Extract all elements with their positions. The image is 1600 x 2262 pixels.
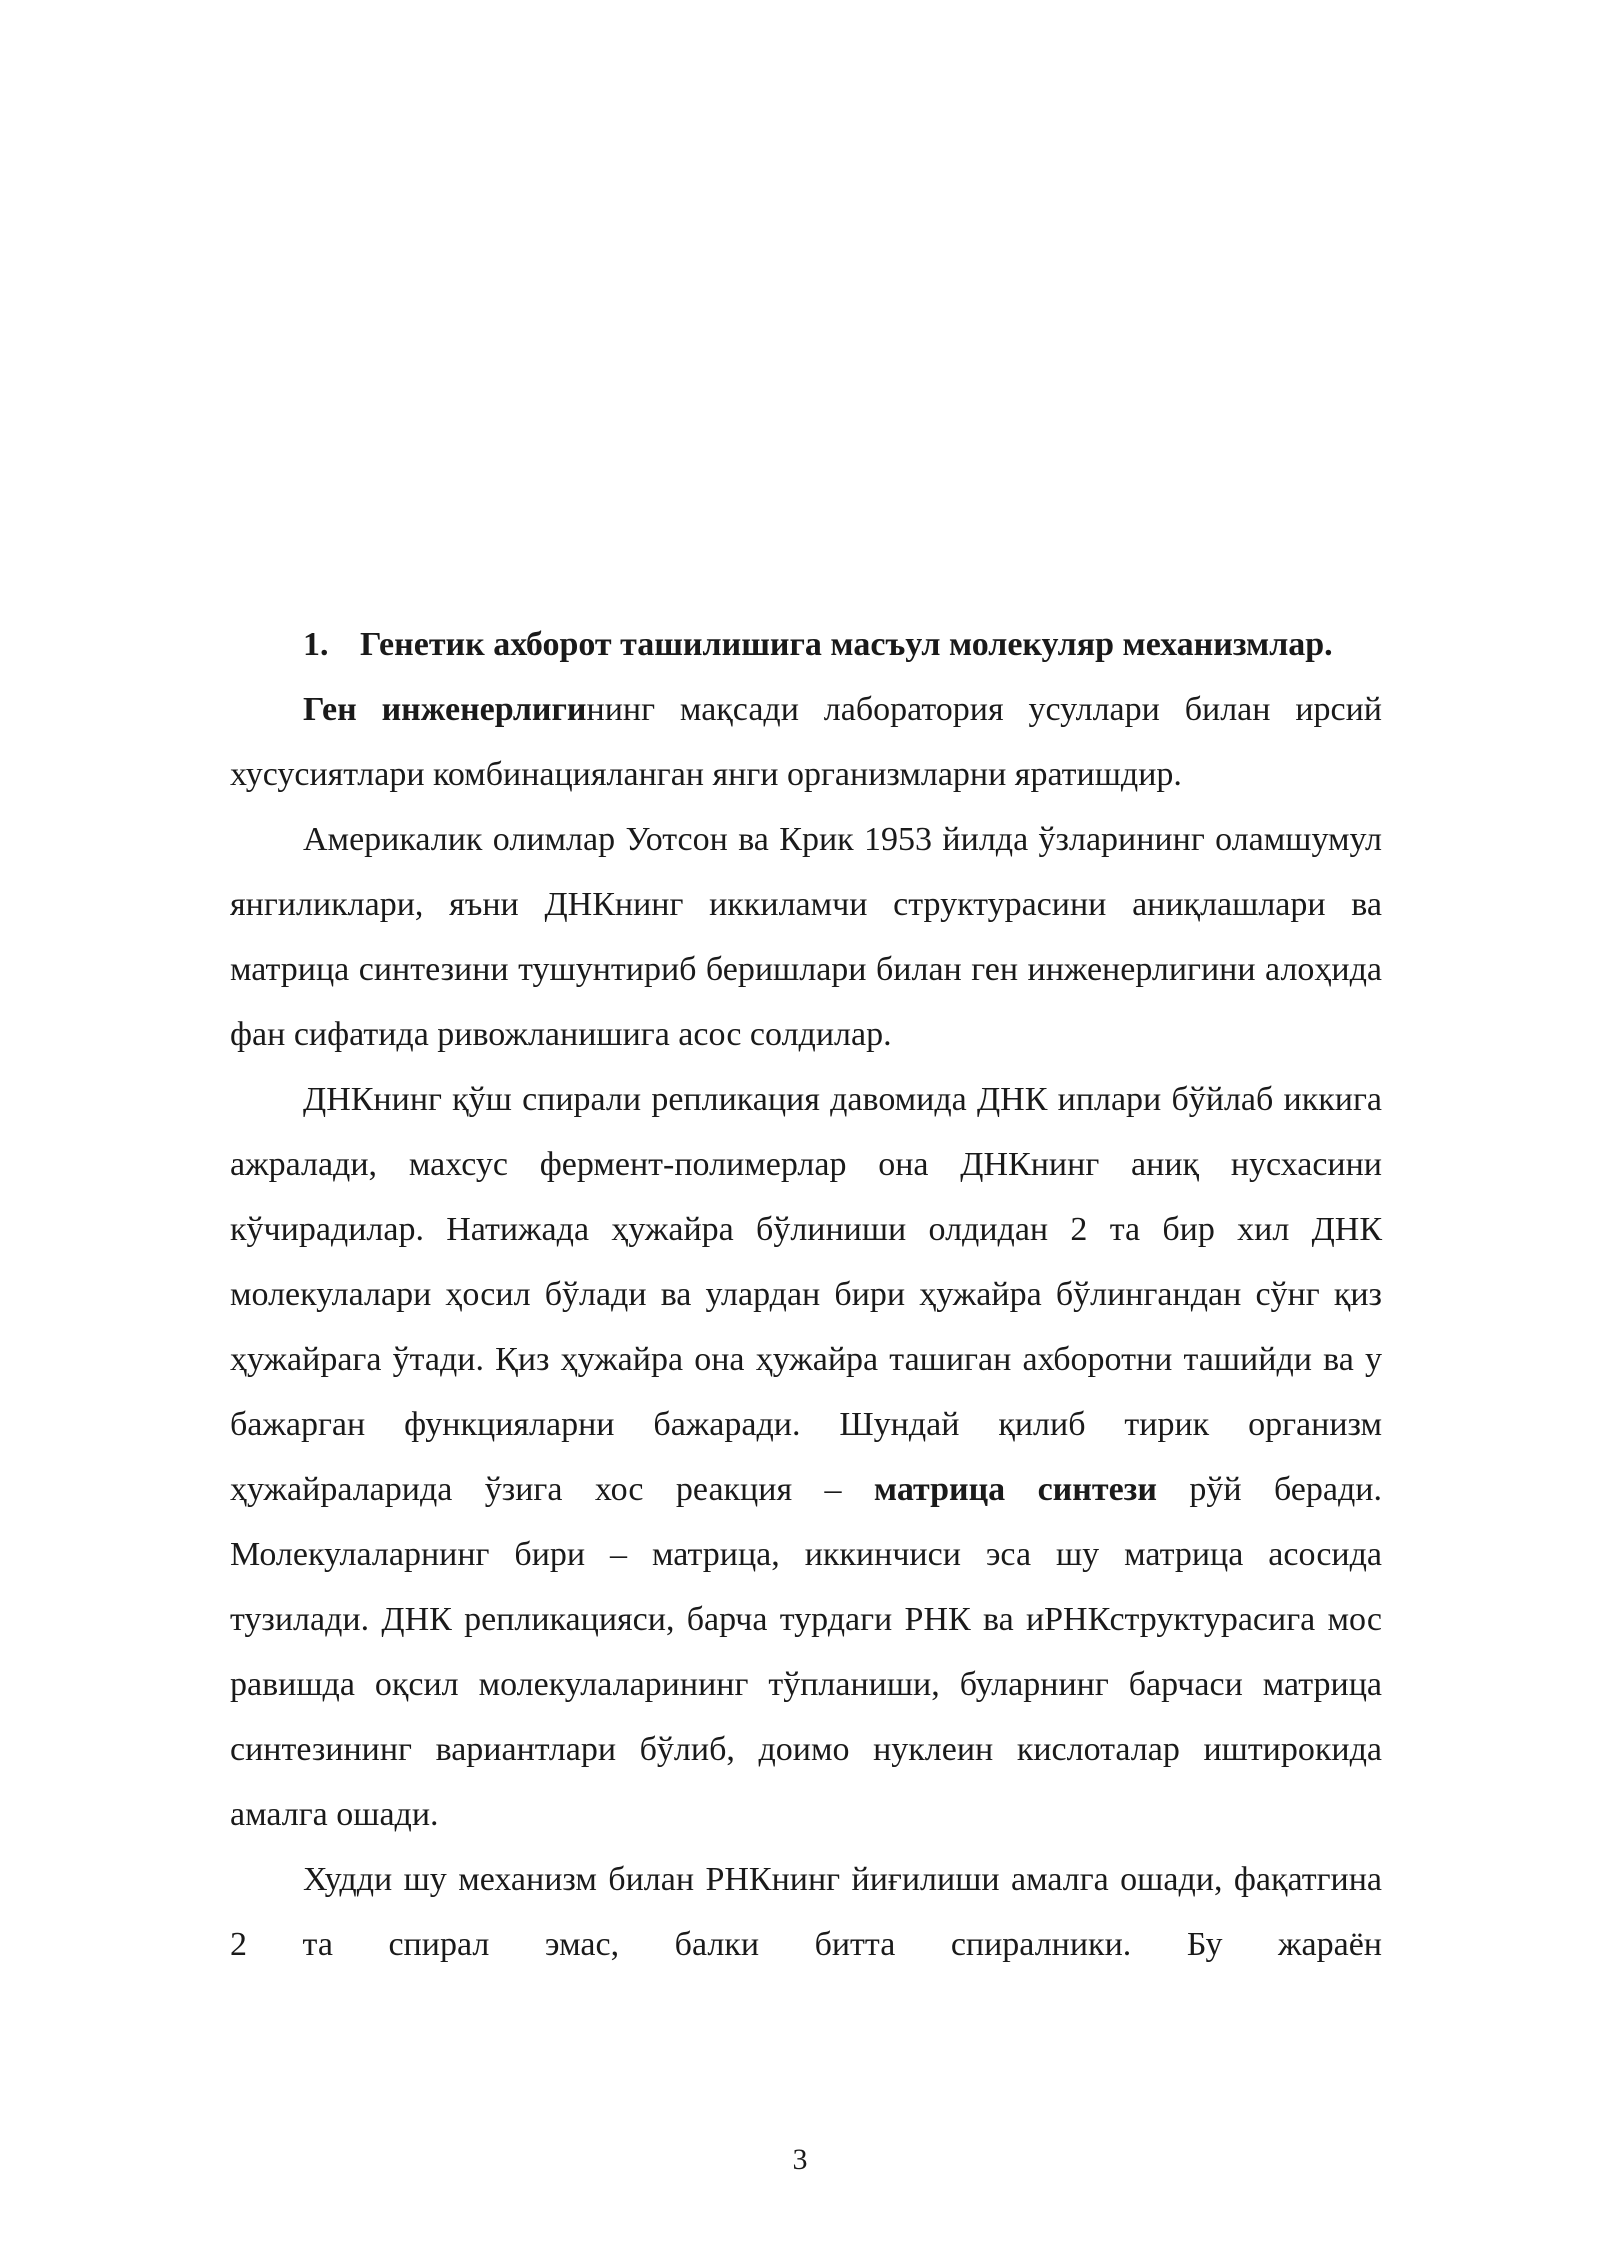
bold-term-gene-engineering: Ген инженерлиги <box>303 691 587 728</box>
section-heading <box>230 612 1382 677</box>
paragraph-rna-assembly: Худди шу механизм билан РНКнинг йиғилиши амалга ошади, фақатгина 2 та спирал эмас, балки битта спиралники. Бу жараён <box>230 1861 1382 1963</box>
paragraph-watson-crick: Америкалик олимлар Уотсон ва Крик 1953 йилда ўзларининг оламшумул янгиликлари, яъни ДНКнинг иккиламчи структурасини аниқлашлари ва матрица синтезини тушунтириб беришлари билан ген инженерлигини алоҳида фан сифатида ривожланишига асос солдилар. <box>230 821 1382 1053</box>
paragraph-text: ДНКнинг қўш спирали репликация давомида ДНК иплари бўйлаб иккига ажралади, махсус фермент-полимерлар она ДНКнинг аниқ нусхасини кўчирадилар. Натижада ҳужайра бўлиниши олдидан 2 та бир хил ДНК молекулалари ҳосил бўлади ва улардан бири ҳужайра бўлингандан сўнг қиз ҳужайрага ўтади. Қиз ҳужайра она ҳужайра ташиган ахборотни ташийди ва у бажарган функцияларни бажаради. Шундай қилиб тирик организм ҳужайраларида ўзига хос реакция – <box>230 1081 1382 1508</box>
paragraph-dna-replication <box>230 1067 1382 1847</box>
page-number: 3 <box>792 2143 808 2176</box>
section-title: Генетик ахборот ташилишига масъул молекуляр механизмлар. <box>360 626 1333 663</box>
bold-term-matrix-synthesis: матрица синтези <box>873 1471 1157 1508</box>
paragraph-gene-engineering <box>230 677 1382 807</box>
page-content <box>230 612 1382 1977</box>
section-number: 1. <box>303 626 329 663</box>
paragraph-text: нинг мақсади лаборатория усуллари билан ирсий хусусиятлари комбинацияланган янги организмларни яратишдир. <box>230 691 1382 793</box>
paragraph-text: рўй беради. Молекулаларнинг бири – матрица, иккинчиси эса шу матрица асосида тузилади. ДНК репликацияси, барча турдаги РНК ва иРНКструктурасига мос равишда оқсил молекулаларининг тўпланиши, буларнинг барчаси матрица синтезининг вариантлари бўлиб, доимо нуклеин кислоталар иштирокида амалга ошади. <box>230 1471 1382 1833</box>
